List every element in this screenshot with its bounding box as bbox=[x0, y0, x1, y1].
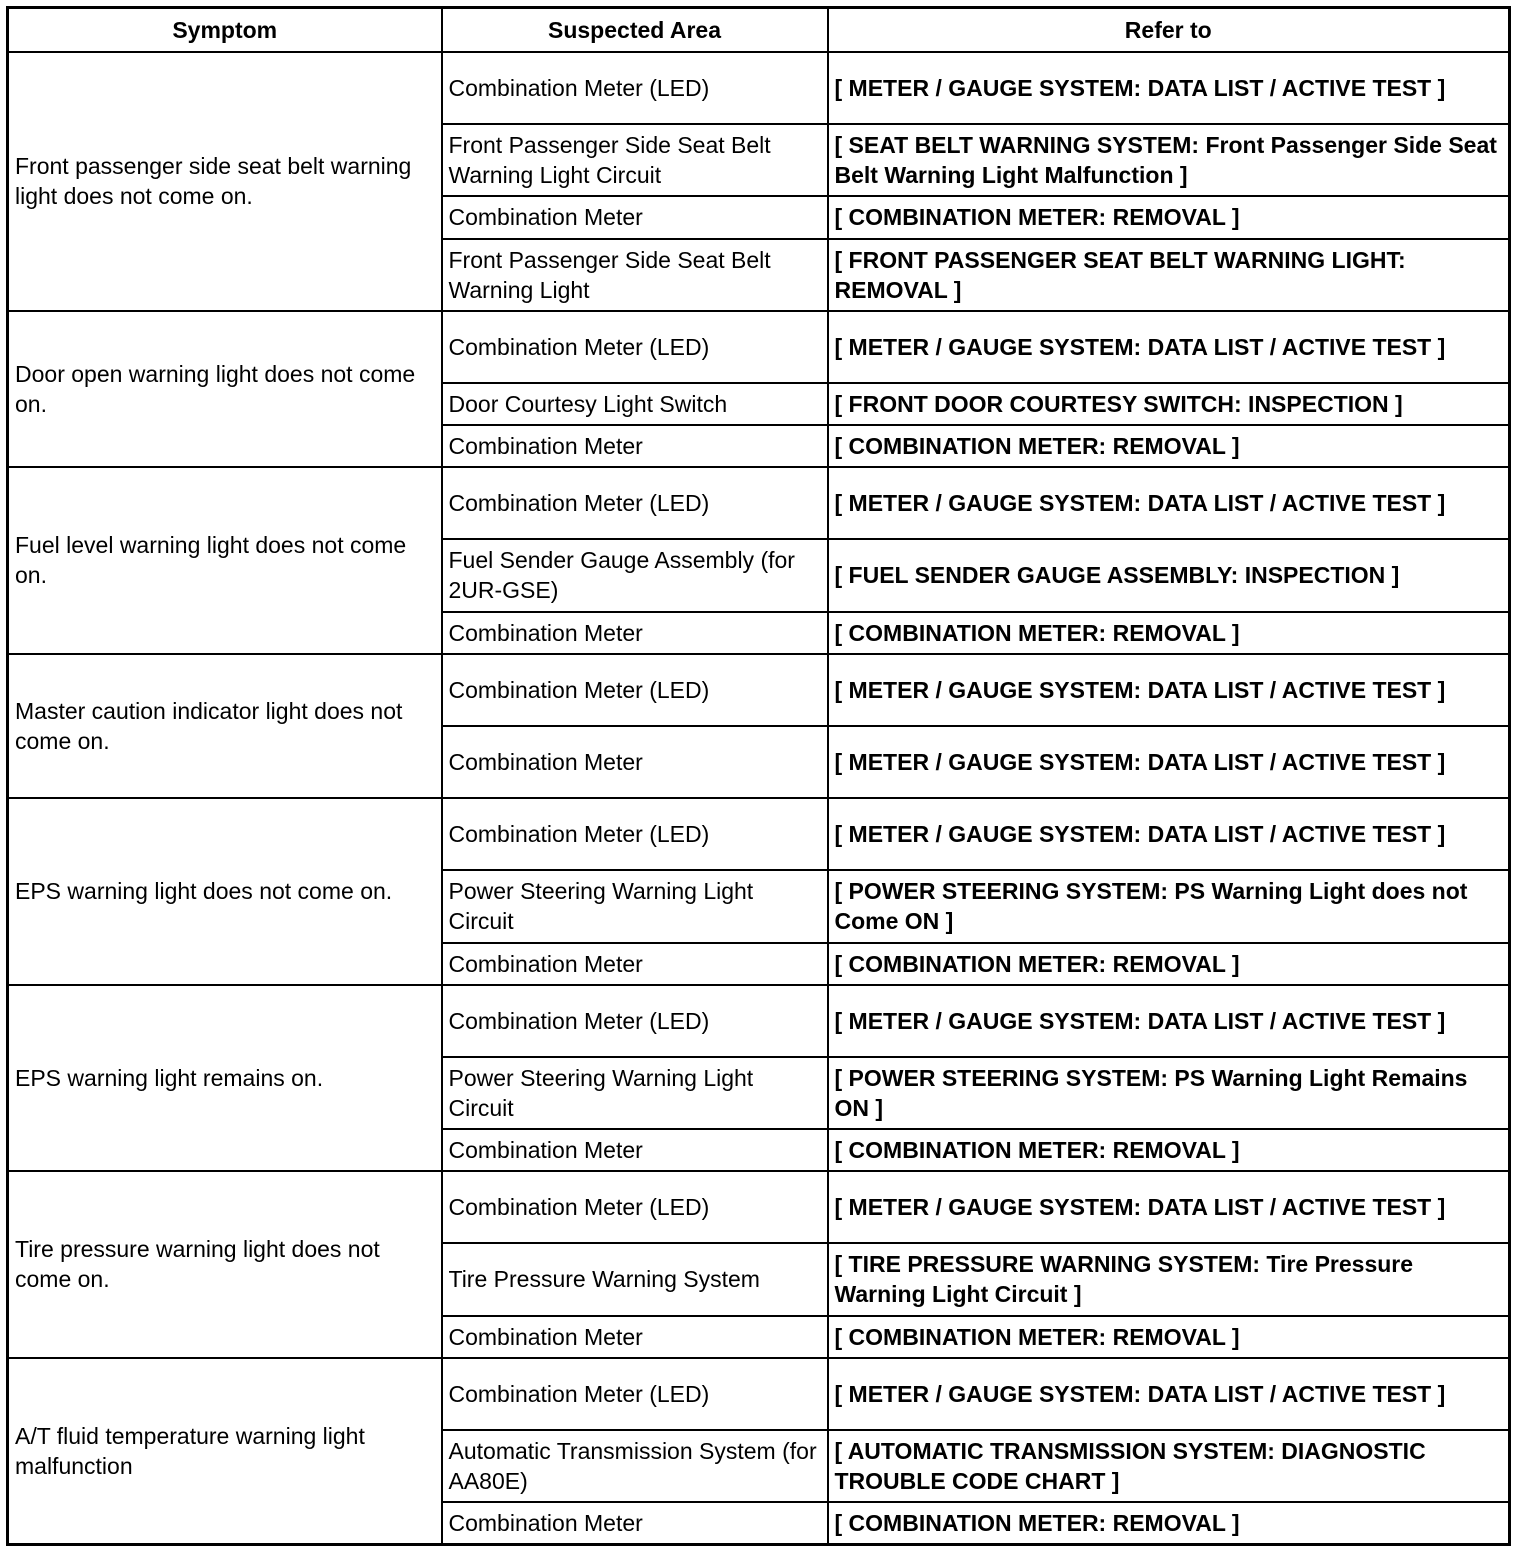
suspected-area-cell: Combination Meter bbox=[442, 196, 828, 238]
suspected-area-cell: Power Steering Warning Light Circuit bbox=[442, 1057, 828, 1129]
table-row bbox=[8, 467, 1510, 539]
refer-to-link[interactable]: [ COMBINATION METER: REMOVAL ] bbox=[828, 1129, 1510, 1171]
suspected-area-cell: Combination Meter bbox=[442, 943, 828, 985]
suspected-area-cell: Combination Meter bbox=[442, 612, 828, 654]
refer-to-link[interactable]: [ COMBINATION METER: REMOVAL ] bbox=[828, 612, 1510, 654]
refer-to-link[interactable]: [ METER / GAUGE SYSTEM: DATA LIST / ACTIVE TEST ] bbox=[828, 726, 1510, 798]
suspected-area-cell: Combination Meter bbox=[442, 726, 828, 798]
suspected-area-cell: Combination Meter bbox=[442, 1316, 828, 1358]
suspected-area-cell: Combination Meter (LED) bbox=[442, 1171, 828, 1243]
refer-to-link[interactable]: [ METER / GAUGE SYSTEM: DATA LIST / ACTIVE TEST ] bbox=[828, 52, 1510, 124]
header-row bbox=[8, 8, 1510, 53]
header-suspected-area: Suspected Area bbox=[442, 8, 828, 53]
symptom-cell: Fuel level warning light does not come on. bbox=[8, 467, 442, 654]
refer-to-link[interactable]: [ TIRE PRESSURE WARNING SYSTEM: Tire Pressure Warning Light Circuit ] bbox=[828, 1243, 1510, 1315]
table-row bbox=[8, 1171, 1510, 1243]
symptom-table bbox=[6, 6, 1511, 1546]
suspected-area-cell: Combination Meter bbox=[442, 1502, 828, 1544]
suspected-area-cell: Combination Meter (LED) bbox=[442, 654, 828, 726]
table-row bbox=[8, 654, 1510, 726]
suspected-area-cell: Combination Meter bbox=[442, 1129, 828, 1171]
refer-to-link[interactable]: [ METER / GAUGE SYSTEM: DATA LIST / ACTIVE TEST ] bbox=[828, 654, 1510, 726]
refer-to-link[interactable]: [ METER / GAUGE SYSTEM: DATA LIST / ACTIVE TEST ] bbox=[828, 985, 1510, 1057]
suspected-area-cell: Combination Meter (LED) bbox=[442, 1358, 828, 1430]
refer-to-link[interactable]: [ METER / GAUGE SYSTEM: DATA LIST / ACTIVE TEST ] bbox=[828, 311, 1510, 383]
table-row bbox=[8, 1358, 1510, 1430]
header-refer-to: Refer to bbox=[828, 8, 1510, 53]
suspected-area-cell: Power Steering Warning Light Circuit bbox=[442, 870, 828, 942]
symptom-cell: A/T fluid temperature warning light malfunction bbox=[8, 1358, 442, 1545]
refer-to-link[interactable]: [ SEAT BELT WARNING SYSTEM: Front Passenger Side Seat Belt Warning Light Malfunction ] bbox=[828, 124, 1510, 196]
suspected-area-cell: Combination Meter bbox=[442, 425, 828, 467]
suspected-area-cell: Front Passenger Side Seat Belt Warning Light bbox=[442, 239, 828, 311]
refer-to-link[interactable]: [ METER / GAUGE SYSTEM: DATA LIST / ACTIVE TEST ] bbox=[828, 1171, 1510, 1243]
suspected-area-cell: Door Courtesy Light Switch bbox=[442, 383, 828, 425]
table-body bbox=[8, 52, 1510, 1545]
suspected-area-cell: Combination Meter (LED) bbox=[442, 311, 828, 383]
symptom-cell: EPS warning light remains on. bbox=[8, 985, 442, 1172]
symptom-cell: Door open warning light does not come on. bbox=[8, 311, 442, 467]
symptom-cell: EPS warning light does not come on. bbox=[8, 798, 442, 985]
table-row bbox=[8, 311, 1510, 383]
suspected-area-cell: Combination Meter (LED) bbox=[442, 798, 828, 870]
refer-to-link[interactable]: [ COMBINATION METER: REMOVAL ] bbox=[828, 1316, 1510, 1358]
suspected-area-cell: Front Passenger Side Seat Belt Warning Light Circuit bbox=[442, 124, 828, 196]
table-row bbox=[8, 985, 1510, 1057]
table-row bbox=[8, 52, 1510, 124]
symptom-cell: Tire pressure warning light does not come on. bbox=[8, 1171, 442, 1358]
header-symptom: Symptom bbox=[8, 8, 442, 53]
refer-to-link[interactable]: [ FRONT DOOR COURTESY SWITCH: INSPECTION ] bbox=[828, 383, 1510, 425]
symptom-cell: Front passenger side seat belt warning light does not come on. bbox=[8, 52, 442, 311]
table-row bbox=[8, 798, 1510, 870]
suspected-area-cell: Automatic Transmission System (for AA80E) bbox=[442, 1430, 828, 1502]
refer-to-link[interactable]: [ COMBINATION METER: REMOVAL ] bbox=[828, 1502, 1510, 1544]
refer-to-link[interactable]: [ COMBINATION METER: REMOVAL ] bbox=[828, 425, 1510, 467]
suspected-area-cell: Tire Pressure Warning System bbox=[442, 1243, 828, 1315]
refer-to-link[interactable]: [ FRONT PASSENGER SEAT BELT WARNING LIGHT: REMOVAL ] bbox=[828, 239, 1510, 311]
refer-to-link[interactable]: [ COMBINATION METER: REMOVAL ] bbox=[828, 943, 1510, 985]
suspected-area-cell: Fuel Sender Gauge Assembly (for 2UR-GSE) bbox=[442, 539, 828, 611]
refer-to-link[interactable]: [ AUTOMATIC TRANSMISSION SYSTEM: DIAGNOSTIC TROUBLE CODE CHART ] bbox=[828, 1430, 1510, 1502]
refer-to-link[interactable]: [ METER / GAUGE SYSTEM: DATA LIST / ACTIVE TEST ] bbox=[828, 798, 1510, 870]
suspected-area-cell: Combination Meter (LED) bbox=[442, 52, 828, 124]
suspected-area-cell: Combination Meter (LED) bbox=[442, 467, 828, 539]
refer-to-link[interactable]: [ FUEL SENDER GAUGE ASSEMBLY: INSPECTION ] bbox=[828, 539, 1510, 611]
refer-to-link[interactable]: [ POWER STEERING SYSTEM: PS Warning Light Remains ON ] bbox=[828, 1057, 1510, 1129]
refer-to-link[interactable]: [ METER / GAUGE SYSTEM: DATA LIST / ACTIVE TEST ] bbox=[828, 1358, 1510, 1430]
refer-to-link[interactable]: [ COMBINATION METER: REMOVAL ] bbox=[828, 196, 1510, 238]
refer-to-link[interactable]: [ POWER STEERING SYSTEM: PS Warning Light does not Come ON ] bbox=[828, 870, 1510, 942]
suspected-area-cell: Combination Meter (LED) bbox=[442, 985, 828, 1057]
refer-to-link[interactable]: [ METER / GAUGE SYSTEM: DATA LIST / ACTIVE TEST ] bbox=[828, 467, 1510, 539]
symptom-cell: Master caution indicator light does not come on. bbox=[8, 654, 442, 798]
